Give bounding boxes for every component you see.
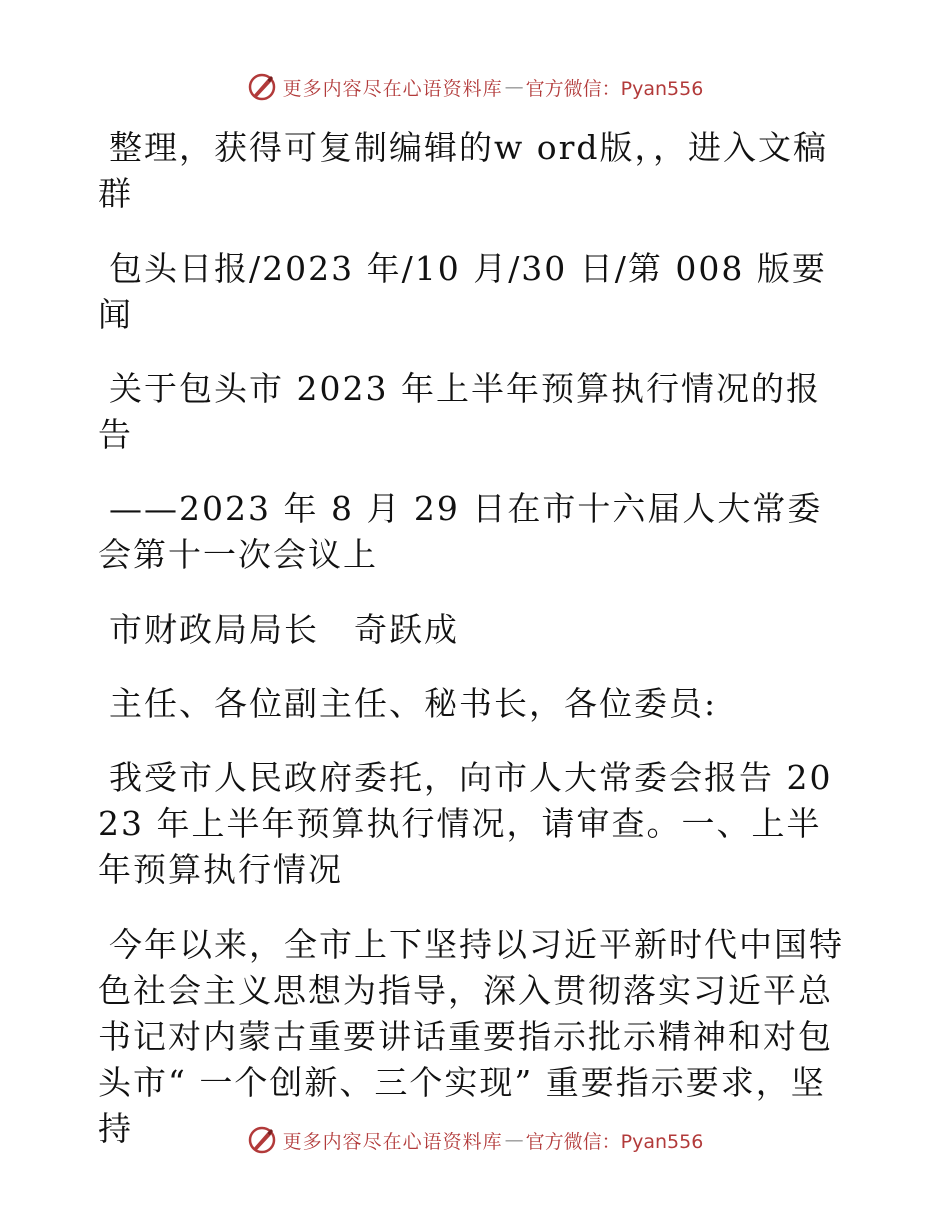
watermark-main-text: 更多内容尽在心语资料库: [282, 77, 503, 100]
watermark-main-text: 更多内容尽在心语资料库: [282, 1130, 503, 1153]
paragraph-3: 关于包头市 2023 年上半年预算执行情况的报告: [98, 369, 821, 454]
header-watermark: [0, 72, 950, 102]
watermark-separator: —: [504, 76, 524, 98]
watermark-separator: —: [504, 1129, 524, 1151]
pen-logo-icon: [247, 1125, 277, 1155]
document-body: [98, 125, 853, 1181]
paragraph-8: 今年以来，全市上下坚持以习近平新时代中国特色社会主义思想为指导，深入贯彻落实习近平总书记对内蒙古重要讲话重要指示批示精神和对包头市“ 一个创新、三个实现” 重要指示要求，坚持: [98, 925, 844, 1148]
footer-watermark: [0, 1125, 950, 1155]
watermark-wechat-text: 官方微信：Pyan556: [525, 77, 704, 100]
watermark-wechat-text: 官方微信：Pyan556: [525, 1130, 704, 1153]
paragraph-2: 包头日报/2023 年/10 月/30 日/第 008 版要闻: [98, 249, 827, 334]
paragraph-4: ——2023 年 8 月 29 日在市十六届人大常委会第十一次会议上: [98, 489, 823, 574]
paragraph-7: 我受市人民政府委托，向市人大常委会报告 2023 年上半年预算执行情况，请审查。一、上半年预算执行情况: [98, 758, 833, 889]
paragraph-6: 主任、各位副主任、秘书长，各位委员:: [109, 684, 718, 723]
paragraph-1: 整理，获得可复制编辑的w ord版，，进入文稿群: [98, 128, 829, 213]
pen-logo-icon: [247, 72, 277, 102]
paragraph-5: 市财政局局长 奇跃成: [109, 610, 459, 649]
